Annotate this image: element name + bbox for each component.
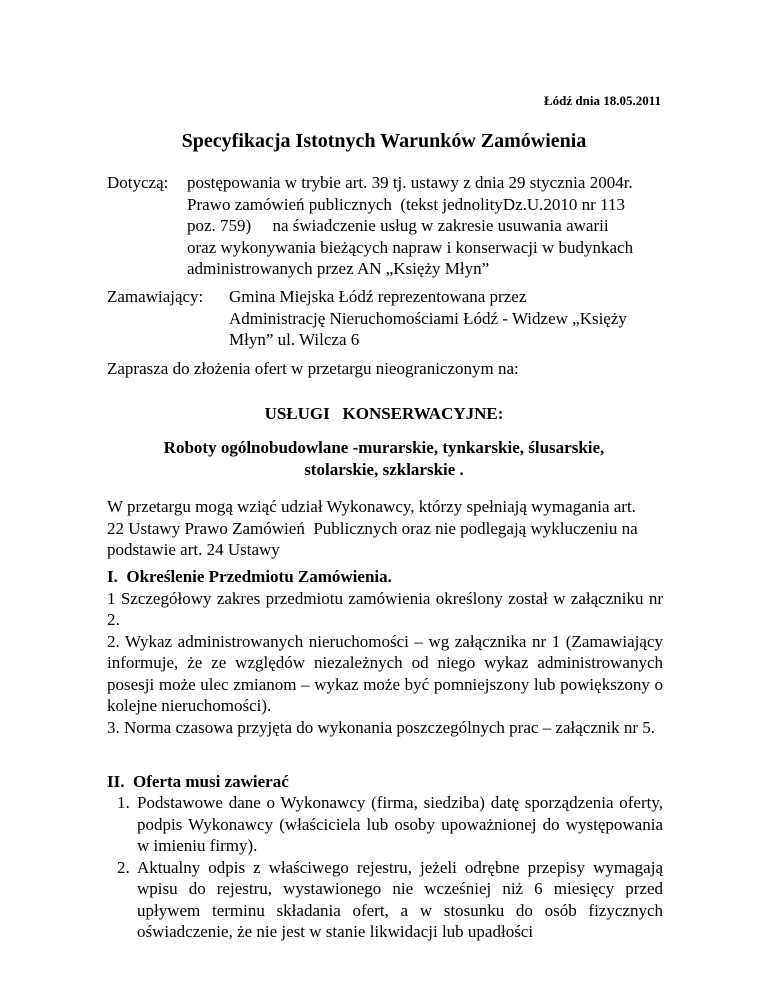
dotycza-line: Prawo zamówień publicznych (tekst jednolityDz.U.2010 nr 113	[187, 194, 625, 214]
services-line: stolarskie, szklarskie .	[304, 459, 464, 479]
zamawiajacy-line: Gmina Miejska Łódź reprezentowana przez	[229, 287, 527, 306]
dotycza-line: administrowanych przez AN „Księży Młyn”	[187, 259, 490, 278]
dotycza-line: poz. 759) na świadczenie usług w zakresie usuwania awarii	[187, 216, 609, 235]
eligibility-line: 22 Ustawy Prawo Zamówień Publicznych oraz nie podlegają wykluczeniu na	[107, 518, 638, 538]
zamawiajacy-text	[229, 286, 627, 351]
section-1	[107, 566, 663, 738]
services-description	[0, 437, 768, 480]
section-1-item: 1 Szczegółowy zakres przedmiotu zamówienia określony został w załączniku nr 2.	[107, 588, 663, 629]
dotycza-text	[187, 172, 633, 280]
list-item-text: Aktualny odpis z właściwego rejestru, jeżeli odrębne przepisy wymagają wpisu do rejestru, wystawionego nie wcześniej niż 6 miesięcy przed upływem terminu składania ofert, a w stosunku do osób fizycznych oświadczenie, że nie jest w stanie likwidacji lub upadłości	[137, 857, 663, 941]
eligibility-text	[107, 496, 638, 561]
services-line: Roboty ogólnobudowlane -murarskie, tynkarskie, ślusarskie,	[163, 438, 605, 457]
eligibility-line: W przetargu mogą wziąć udział Wykonawcy, którzy spełniają wymagania art.	[107, 497, 636, 516]
invitation-text: Zaprasza do złożenia ofert w przetargu nieograniczonym na:	[107, 359, 519, 378]
document-date: Łódź dnia 18.05.2011	[543, 93, 661, 108]
list-item-number: 1.	[117, 793, 130, 812]
document-title: Specyfikacja Istotnych Warunków Zamówienia	[181, 130, 587, 152]
list-item-number: 2.	[117, 857, 130, 877]
eligibility-line: podstawie art. 24 Ustawy	[107, 540, 280, 559]
zamawiajacy-line: Administrację Nieruchomościami Łódź - Widzew „Księży	[229, 308, 627, 328]
section-2-heading: II. Oferta musi zawierać	[107, 772, 289, 791]
zamawiajacy-line: Młyn” ul. Wilcza 6	[229, 330, 360, 349]
dotycza-line: oraz wykonywania bieżących napraw i konserwacji w budynkach	[187, 237, 634, 257]
section-1-item: 2. Wykaz administrowanych nieruchomości – wg załącznika nr 1 (Zamawiający informuje, że ze względów niezależnych od niego wykaz administrowanych posesji może ulec zmianom – wykaz może być pomniejszony lub powiększony o kolejne nieruchomości).	[107, 631, 663, 715]
list-item-text: Podstawowe dane o Wykonawcy (firma, siedziba) datę sporządzenia oferty, podpis Wykonawcy (właściciela lub osoby upoważnionej do występowania w imieniu firmy).	[137, 793, 663, 855]
list-item	[111, 857, 663, 943]
zamawiajacy-label: Zamawiający:	[107, 287, 204, 306]
services-heading: USŁUGI KONSERWACYJNE:	[264, 404, 504, 423]
section-1-heading: I. Określenie Przedmiotu Zamówienia.	[107, 567, 392, 586]
list-item	[111, 792, 663, 857]
dotycza-label: Dotyczą:	[107, 173, 169, 192]
section-1-item: 3. Norma czasowa przyjęta do wykonania poszczególnych prac – załącznik nr 5.	[107, 717, 656, 737]
section-2-list	[111, 792, 663, 943]
dotycza-line: postępowania w trybie art. 39 tj. ustawy z dnia 29 stycznia 2004r.	[187, 173, 633, 192]
